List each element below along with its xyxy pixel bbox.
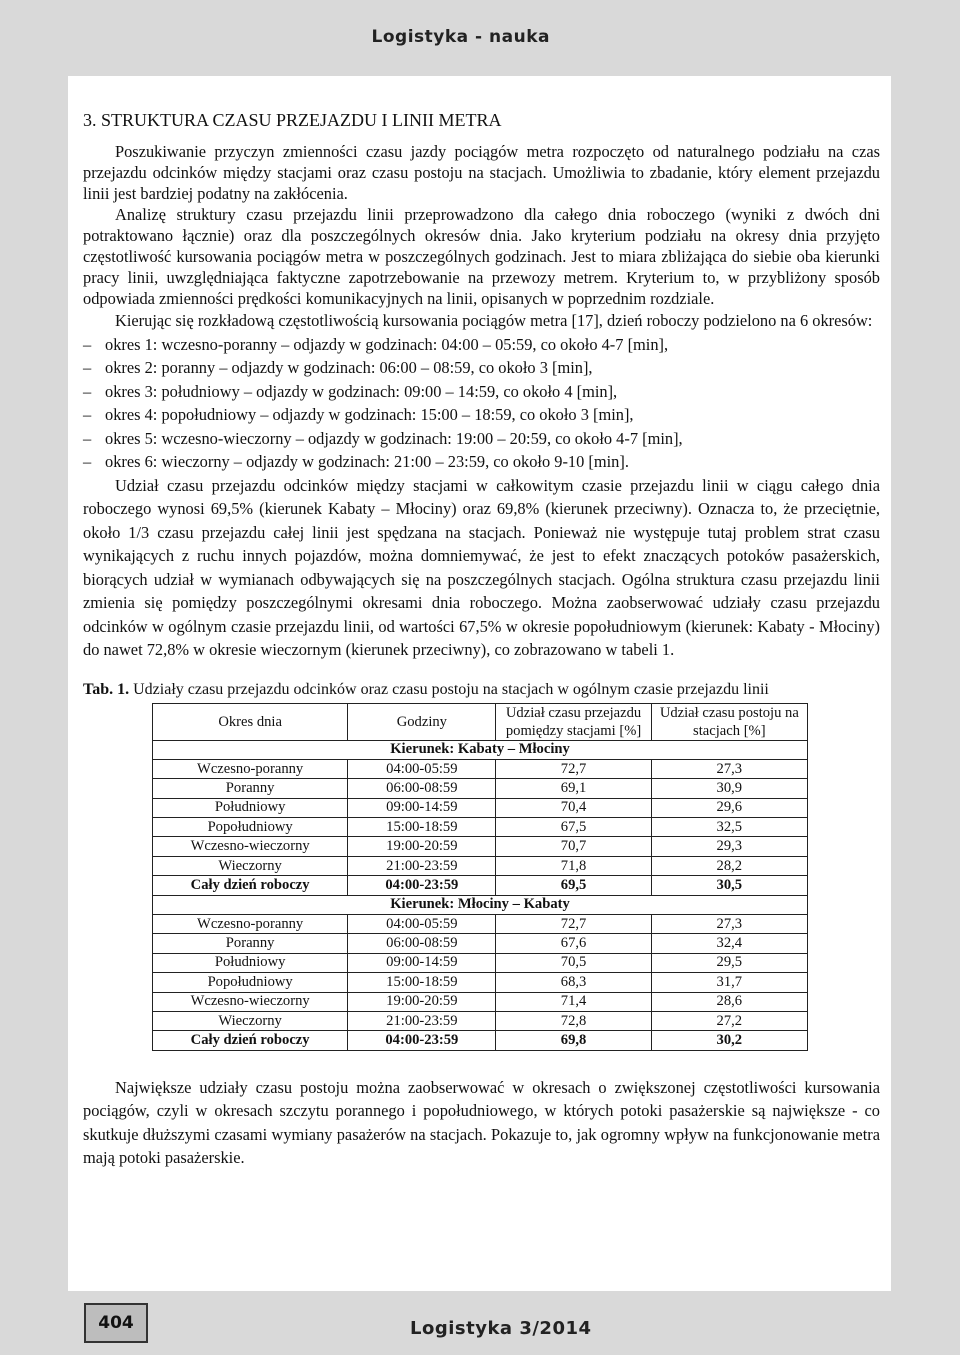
table-cell: 72,7 (496, 759, 651, 778)
list-item (83, 380, 880, 404)
period-text: okres 4: popołudniowy – odjazdy w godzinach: 15:00 – 18:59, co około 3 [min], (105, 405, 634, 424)
table-row (153, 953, 808, 972)
table-cell: 30,5 (651, 876, 807, 895)
dash-bullet: – (83, 358, 92, 377)
table-cell: 21:00-23:59 (348, 856, 496, 875)
list-item (83, 333, 880, 357)
table-row (153, 915, 808, 934)
table-cell: Wczesno-poranny (153, 759, 348, 778)
table-cell: 32,4 (651, 934, 807, 953)
table-cell: 09:00-14:59 (348, 953, 496, 972)
table-cell: Popołudniowy (153, 973, 348, 992)
period-text: okres 5: wczesno-wieczorny – odjazdy w godzinach: 19:00 – 20:59, co około 4-7 [min], (105, 428, 683, 448)
table-cell: 70,4 (496, 798, 651, 817)
table-cell: 69,1 (496, 779, 651, 798)
table-cell: 70,5 (496, 953, 651, 972)
table-row (153, 1031, 808, 1050)
table-row (153, 876, 808, 895)
header-cell: Udział czasu postoju na stacjach [%] (651, 703, 807, 740)
list-item (83, 356, 880, 380)
dash-bullet: – (83, 452, 92, 471)
table-cell: 67,5 (496, 818, 651, 837)
table-cell: 30,2 (651, 1031, 807, 1050)
period-text: okres 1: wczesno-poranny – odjazdy w godzinach: 04:00 – 05:59, co około 4-7 [min], (105, 334, 669, 354)
table-cell: Poranny (153, 779, 348, 798)
list-item (83, 450, 880, 474)
data-table (152, 703, 808, 1051)
table-cell: Poranny (153, 934, 348, 953)
table-caption (83, 680, 880, 700)
article-body (83, 108, 880, 1170)
dash-bullet: – (83, 381, 92, 401)
table-cell: 68,3 (496, 973, 651, 992)
header-cell: Godziny (348, 703, 496, 740)
table-cell: 71,8 (496, 856, 651, 875)
table-cell: 31,7 (651, 973, 807, 992)
direction-label: Kierunek: Kabaty – Młociny (153, 740, 808, 759)
table-cell: Wczesno-poranny (153, 915, 348, 934)
table-caption-text: Udziały czasu przejazdu odcinków oraz czasu postoju na stacjach w ogólnym czasie przejazdu linii (133, 680, 769, 698)
table-cell: 27,3 (651, 915, 807, 934)
direction-row (153, 740, 808, 759)
table-row (153, 798, 808, 817)
header-cell: Okres dnia (153, 703, 348, 740)
table-cell: 29,3 (651, 837, 807, 856)
table-cell: 32,5 (651, 818, 807, 837)
table-cell: 29,6 (651, 798, 807, 817)
running-header: Logistyka - nauka (371, 27, 550, 47)
table-cell: 70,7 (496, 837, 651, 856)
table-cell: 15:00-18:59 (348, 818, 496, 837)
table-cell: 30,9 (651, 779, 807, 798)
dash-bullet: – (83, 428, 92, 448)
table-cell: 06:00-08:59 (348, 779, 496, 798)
direction-label: Kierunek: Młociny – Kabaty (153, 895, 808, 914)
table-cell: Wczesno-wieczorny (153, 837, 348, 856)
table-row (153, 934, 808, 953)
paragraph-3: Kierując się rozkładową częstotliwością kursowania pociągów metra [17], dzień roboczy podzielono na 6 okresów: (115, 311, 873, 330)
dash-bullet: – (83, 334, 92, 354)
paragraph-5: Największe udziały czasu postoju można zaobserwować w okresach o zwiększonej częstotliwości kursowania pociągów, czyli w okresach szczytu porannego i popołudniowego, w których potoki pasażerskie są największe - co skutkuje dłuższymi czasami wymiany pasażerów na stacjach. Pokazuje to, jak ogromny wpływ na funkcjonowanie metra mają potoki pasażerskie. (83, 1077, 880, 1168)
table-cell: Cały dzień roboczy (153, 1031, 348, 1050)
table-cell: 19:00-20:59 (348, 992, 496, 1011)
table-cell: Wieczorny (153, 1011, 348, 1030)
table-row (153, 818, 808, 837)
table-cell: 04:00-23:59 (348, 1031, 496, 1050)
paragraph-4: Udział czasu przejazdu odcinków między stacjami w całkowitym czasie przejazdu linii w ciągu całego dnia roboczego wynosi 69,5% (kierunek Kabaty – Młociny) oraz 69,8% (kierunek przeciwny). Oznacza to, że przeciętnie, około 1/3 czasu przejazdu całej linii jest spędzana na stacjach. Ponieważ nie występuje tutaj problem strat czasu wynikających z ruchu innych pojazdów, można domniemywać, że jest to efekt znaczących potoków pasażerskich, biorących udział w wymianach odbywających się na poszczególnych stacjach. Ogólna struktura czasu przejazdu linii zmienia się pomiędzy poszczególnymi okresami dnia roboczego. Można zaobserwować udziały czasu przejazdu odcinków w ogólnym czasie przejazdu linii, od wartości 67,5% w okresie popołudniowym (kierunek: Kabaty - Młociny) do nawet 72,8% w okresie wieczornym (kierunek przeciwny), co zobrazowano w tabeli 1. (83, 475, 880, 659)
paragraph-2: Analizę struktury czasu przejazdu linii przeprowadzono dla całego dnia roboczego (wyniki z dwóch dni potraktowano łącznie) oraz dla poszczególnych okresów dnia. Jako kryterium podziału na okresy dnia przyjęto częstotliwość kursowania pociągów metra w poszczególnych godzinach. Jest to miara zbliżająca do siebie oba kierunki pracy linii, uwzględniająca faktyczne zapotrzebowanie na przewozy metrem. Kryterium to, w przybliżony sposób odpowiada zmienności prędkości komunikacyjnych na linii, opisanych w poprzednim rozdziale. (83, 205, 880, 308)
list-item (83, 427, 880, 451)
table-cell: 04:00-05:59 (348, 759, 496, 778)
table-cell: Wczesno-wieczorny (153, 992, 348, 1011)
table-row (153, 779, 808, 798)
table-body (153, 740, 808, 1050)
table-cell: 21:00-23:59 (348, 1011, 496, 1030)
table-cell: 19:00-20:59 (348, 837, 496, 856)
table-row (153, 973, 808, 992)
table-cell: Południowy (153, 798, 348, 817)
footer-journal: Logistyka 3/2014 (410, 1318, 592, 1339)
list-item (83, 403, 880, 427)
table-cell: Wieczorny (153, 856, 348, 875)
section-heading: 3. STRUKTURA CZASU PRZEJAZDU I LINII METRA (83, 110, 502, 130)
table-cell: 72,7 (496, 915, 651, 934)
periods-list (83, 333, 880, 474)
table-row (153, 1011, 808, 1030)
table-cell: 69,8 (496, 1031, 651, 1050)
table-cell: Popołudniowy (153, 818, 348, 837)
table-row (153, 856, 808, 875)
table-cell: 04:00-23:59 (348, 876, 496, 895)
table-cell: 72,8 (496, 1011, 651, 1030)
paragraph-1: Poszukiwanie przyczyn zmienności czasu jazdy pociągów metra rozpoczęto od naturalnego podziału na czas przejazdu odcinków między stacjami oraz czasu postoju na stacjach. Umożliwia to zbadanie, który element przejazdu linii jest bardziej podatny na zakłócenia. (83, 142, 880, 203)
table-cell: 06:00-08:59 (348, 934, 496, 953)
table-cell: 04:00-05:59 (348, 915, 496, 934)
table-cell: 69,5 (496, 876, 651, 895)
table-row (153, 837, 808, 856)
table-cell: 28,2 (651, 856, 807, 875)
table-cell: 09:00-14:59 (348, 798, 496, 817)
table-cell: 67,6 (496, 934, 651, 953)
table-cell: Południowy (153, 953, 348, 972)
table-header-row (153, 703, 808, 740)
period-text: okres 2: poranny – odjazdy w godzinach: 06:00 – 08:59, co około 3 [min], (105, 358, 593, 377)
header-cell: Udział czasu przejazdu pomiędzy stacjami [%] (496, 703, 651, 740)
dash-bullet: – (83, 405, 92, 424)
period-text: okres 6: wieczorny – odjazdy w godzinach: 21:00 – 23:59, co około 9-10 [min]. (105, 452, 629, 471)
table-cell: 27,2 (651, 1011, 807, 1030)
table-cell: 29,5 (651, 953, 807, 972)
period-text: okres 3: południowy – odjazdy w godzinach: 09:00 – 14:59, co około 4 [min], (105, 381, 618, 401)
page-number: 404 (84, 1303, 148, 1343)
table-cell: Cały dzień roboczy (153, 876, 348, 895)
table-cell: 71,4 (496, 992, 651, 1011)
table-cell: 27,3 (651, 759, 807, 778)
table-cell: 15:00-18:59 (348, 973, 496, 992)
table-row (153, 759, 808, 778)
direction-row (153, 895, 808, 914)
table-cell: 28,6 (651, 992, 807, 1011)
table-label: Tab. 1. (83, 680, 130, 698)
table-row (153, 992, 808, 1011)
